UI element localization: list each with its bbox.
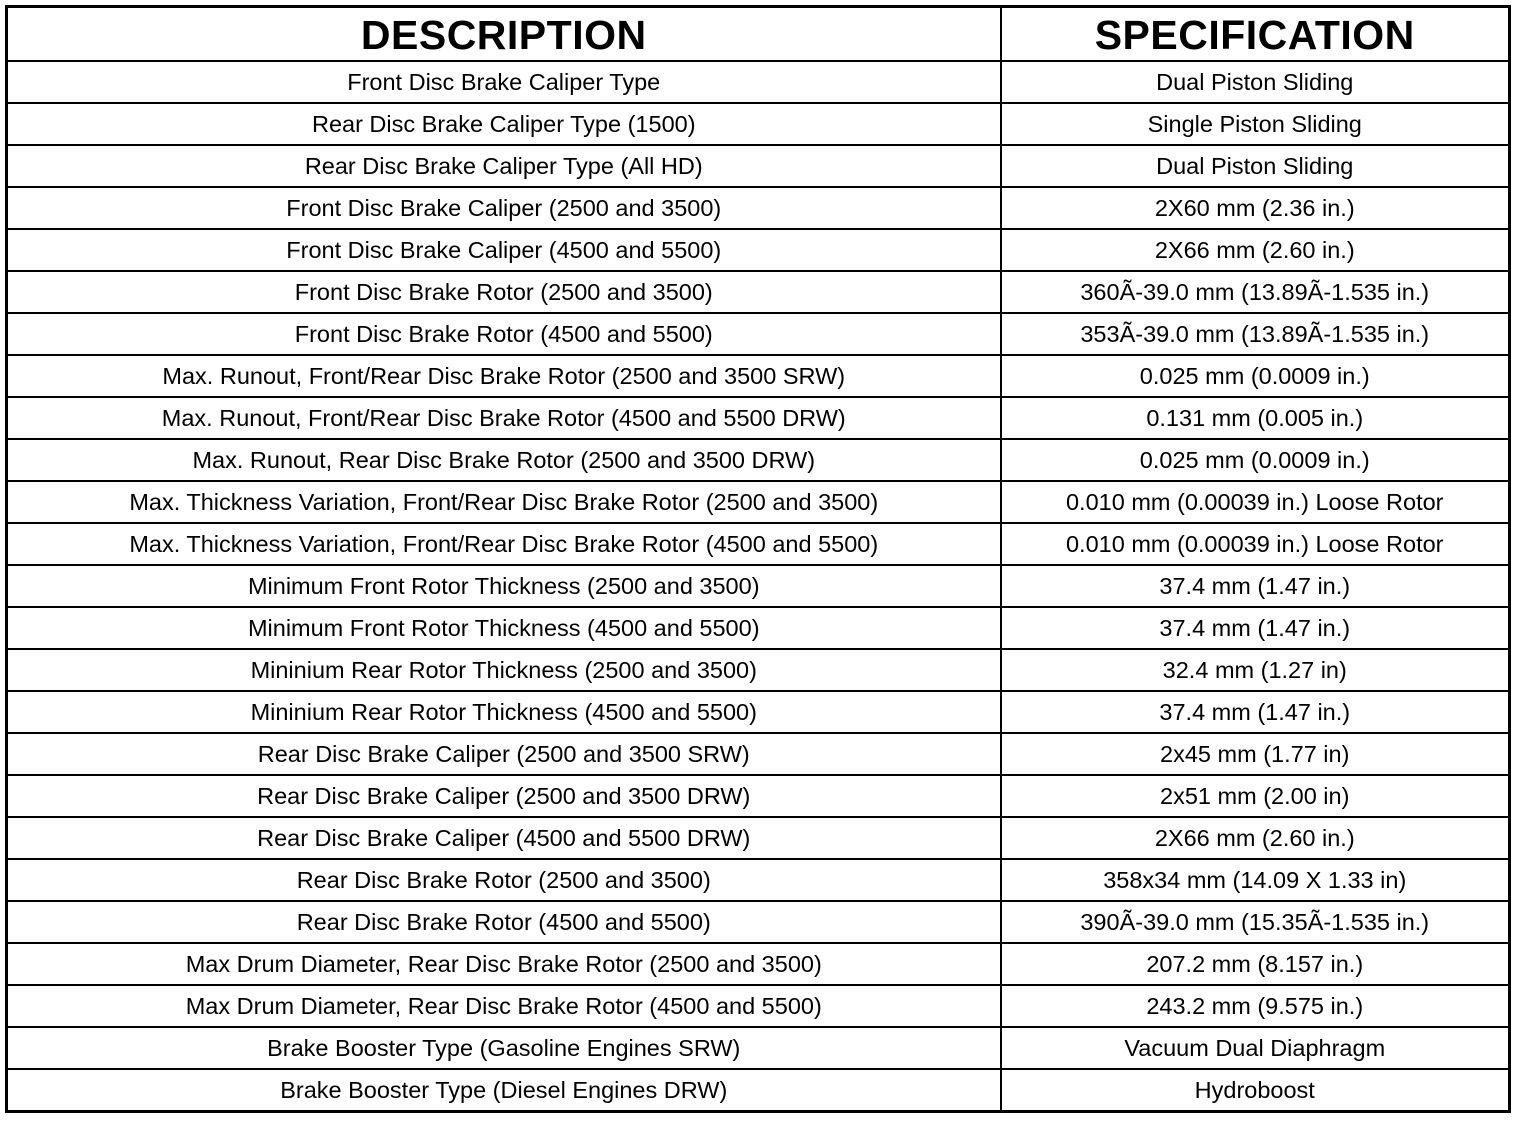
specification-cell: 0.010 mm (0.00039 in.) Loose Rotor <box>1001 523 1510 565</box>
table-row <box>7 523 1510 565</box>
table-row <box>7 649 1510 691</box>
description-cell: Rear Disc Brake Rotor (4500 and 5500) <box>7 901 1001 943</box>
specification-cell: 358x34 mm (14.09 X 1.33 in) <box>1001 859 1510 901</box>
description-cell: Front Disc Brake Caliper (4500 and 5500) <box>7 229 1001 271</box>
specification-cell: 390Ã-39.0 mm (15.35Ã-1.535 in.) <box>1001 901 1510 943</box>
table-row <box>7 1027 1510 1069</box>
table-row <box>7 145 1510 187</box>
table-row <box>7 481 1510 523</box>
specification-cell: Single Piston Sliding <box>1001 103 1510 145</box>
specification-cell: 353Ã-39.0 mm (13.89Ã-1.535 in.) <box>1001 313 1510 355</box>
description-cell: Mininium Rear Rotor Thickness (2500 and 3500) <box>7 649 1001 691</box>
description-cell: Max. Thickness Variation, Front/Rear Disc Brake Rotor (2500 and 3500) <box>7 481 1001 523</box>
table-row <box>7 229 1510 271</box>
specification-cell: 0.010 mm (0.00039 in.) Loose Rotor <box>1001 481 1510 523</box>
header-row <box>7 7 1510 62</box>
table-row <box>7 565 1510 607</box>
specification-cell: 37.4 mm (1.47 in.) <box>1001 565 1510 607</box>
description-cell: Max. Runout, Front/Rear Disc Brake Rotor (4500 and 5500 DRW) <box>7 397 1001 439</box>
description-cell: Max Drum Diameter, Rear Disc Brake Rotor (4500 and 5500) <box>7 985 1001 1027</box>
brake-specification-table <box>5 5 1511 1113</box>
description-cell: Rear Disc Brake Caliper Type (All HD) <box>7 145 1001 187</box>
description-cell: Rear Disc Brake Caliper (2500 and 3500 DRW) <box>7 775 1001 817</box>
specification-cell: 360Ã-39.0 mm (13.89Ã-1.535 in.) <box>1001 271 1510 313</box>
description-cell: Max Drum Diameter, Rear Disc Brake Rotor (2500 and 3500) <box>7 943 1001 985</box>
table-row <box>7 1069 1510 1112</box>
specification-cell: 0.025 mm (0.0009 in.) <box>1001 355 1510 397</box>
table-row <box>7 733 1510 775</box>
table-row <box>7 313 1510 355</box>
specification-header: SPECIFICATION <box>1001 7 1510 62</box>
specification-cell: 32.4 mm (1.27 in) <box>1001 649 1510 691</box>
table-row <box>7 61 1510 103</box>
specification-cell: 2X60 mm (2.36 in.) <box>1001 187 1510 229</box>
specification-cell: Dual Piston Sliding <box>1001 145 1510 187</box>
description-cell: Rear Disc Brake Caliper Type (1500) <box>7 103 1001 145</box>
description-cell: Max. Thickness Variation, Front/Rear Disc Brake Rotor (4500 and 5500) <box>7 523 1001 565</box>
table-row <box>7 859 1510 901</box>
specification-cell: 37.4 mm (1.47 in.) <box>1001 607 1510 649</box>
specification-cell: 0.131 mm (0.005 in.) <box>1001 397 1510 439</box>
description-header: DESCRIPTION <box>7 7 1001 62</box>
description-cell: Front Disc Brake Caliper Type <box>7 61 1001 103</box>
specification-cell: 2x45 mm (1.77 in) <box>1001 733 1510 775</box>
table-row <box>7 817 1510 859</box>
table-row <box>7 985 1510 1027</box>
description-cell: Rear Disc Brake Caliper (4500 and 5500 DRW) <box>7 817 1001 859</box>
specification-cell: 2x51 mm (2.00 in) <box>1001 775 1510 817</box>
specification-cell: 2X66 mm (2.60 in.) <box>1001 229 1510 271</box>
table-row <box>7 943 1510 985</box>
table-row <box>7 901 1510 943</box>
table-row <box>7 691 1510 733</box>
description-cell: Rear Disc Brake Rotor (2500 and 3500) <box>7 859 1001 901</box>
description-cell: Brake Booster Type (Diesel Engines DRW) <box>7 1069 1001 1112</box>
description-cell: Max. Runout, Rear Disc Brake Rotor (2500 and 3500 DRW) <box>7 439 1001 481</box>
table-row <box>7 439 1510 481</box>
description-cell: Minimum Front Rotor Thickness (4500 and 5500) <box>7 607 1001 649</box>
description-cell: Minimum Front Rotor Thickness (2500 and 3500) <box>7 565 1001 607</box>
table-row <box>7 187 1510 229</box>
specification-cell: 243.2 mm (9.575 in.) <box>1001 985 1510 1027</box>
table-row <box>7 271 1510 313</box>
specification-cell: Dual Piston Sliding <box>1001 61 1510 103</box>
description-cell: Front Disc Brake Caliper (2500 and 3500) <box>7 187 1001 229</box>
table-row <box>7 103 1510 145</box>
specification-cell: 37.4 mm (1.47 in.) <box>1001 691 1510 733</box>
specification-cell: 0.025 mm (0.0009 in.) <box>1001 439 1510 481</box>
specification-cell: Hydroboost <box>1001 1069 1510 1112</box>
description-cell: Front Disc Brake Rotor (4500 and 5500) <box>7 313 1001 355</box>
table-row <box>7 355 1510 397</box>
description-cell: Front Disc Brake Rotor (2500 and 3500) <box>7 271 1001 313</box>
description-cell: Rear Disc Brake Caliper (2500 and 3500 SRW) <box>7 733 1001 775</box>
specification-cell: Vacuum Dual Diaphragm <box>1001 1027 1510 1069</box>
table-row <box>7 775 1510 817</box>
specification-cell: 207.2 mm (8.157 in.) <box>1001 943 1510 985</box>
description-cell: Max. Runout, Front/Rear Disc Brake Rotor (2500 and 3500 SRW) <box>7 355 1001 397</box>
table-row <box>7 397 1510 439</box>
description-cell: Brake Booster Type (Gasoline Engines SRW) <box>7 1027 1001 1069</box>
specification-cell: 2X66 mm (2.60 in.) <box>1001 817 1510 859</box>
table-row <box>7 607 1510 649</box>
table-body <box>7 61 1510 1112</box>
description-cell: Mininium Rear Rotor Thickness (4500 and 5500) <box>7 691 1001 733</box>
